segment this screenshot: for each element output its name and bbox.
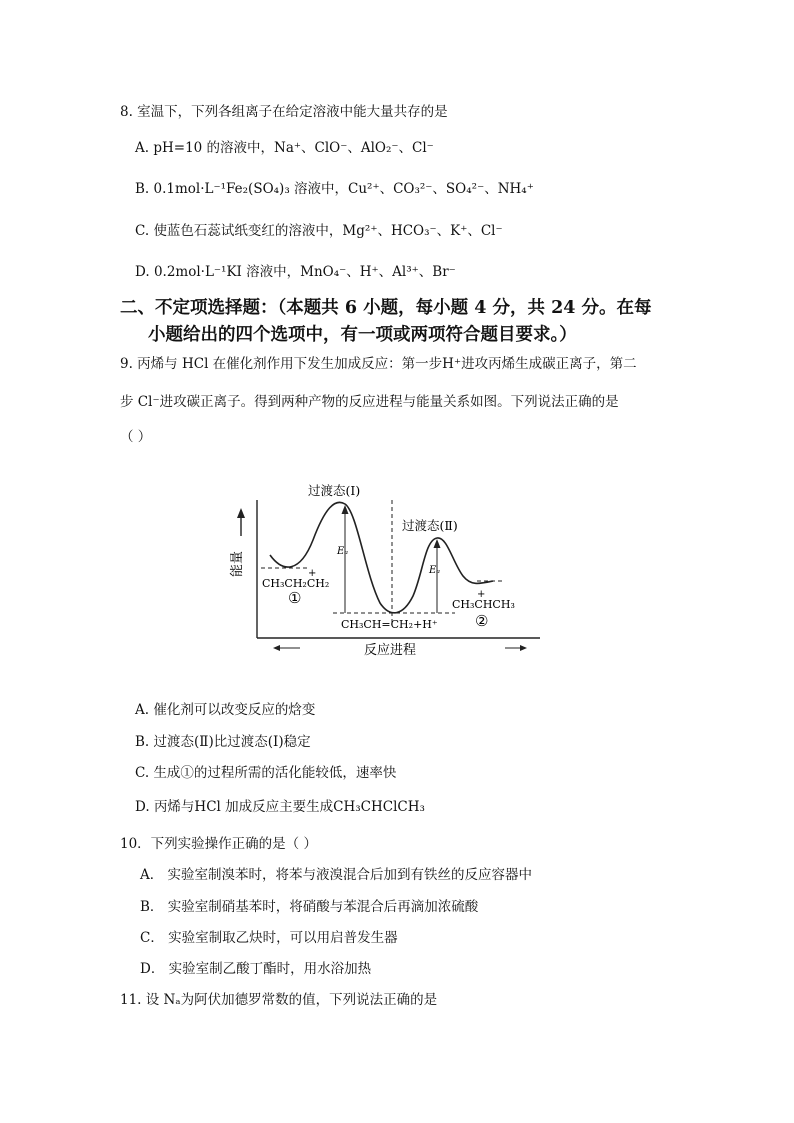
option-text: 生成①的过程所需的活化能较低，速率快 bbox=[153, 765, 397, 781]
x-axis-label: 反应进程 bbox=[363, 643, 417, 658]
right-number: ② bbox=[475, 612, 489, 630]
option-label: D． bbox=[140, 961, 165, 977]
q8-option-d bbox=[135, 266, 456, 280]
q10-option-a bbox=[140, 869, 532, 883]
right-arrowhead-icon bbox=[520, 645, 527, 651]
option-text: 0.2mol·L⁻¹KI 溶液中，MnO₄⁻、H⁺、Al³⁺、Br⁻ bbox=[153, 264, 456, 280]
q10-option-d bbox=[140, 963, 371, 977]
section-heading-line2: 小题给出的四个选项中，有一项或两项符合题目要求。） bbox=[148, 325, 577, 345]
left-plus: + bbox=[308, 568, 317, 579]
option-text: 使蓝色石蕊试纸变红的溶液中，Mg²⁺、HCO₃⁻、K⁺、Cl⁻ bbox=[153, 223, 503, 239]
energy-curve bbox=[270, 502, 493, 612]
option-label: C. bbox=[135, 223, 150, 239]
left-species: CH₃CH₂CH₂ bbox=[262, 577, 330, 590]
option-text: 催化剂可以改变反应的焓变 bbox=[153, 702, 316, 718]
q9-option-b bbox=[135, 736, 311, 750]
energy-diagram bbox=[225, 478, 555, 663]
option-label: A. bbox=[135, 702, 150, 718]
option-text: 过渡态(Ⅱ)比过渡态(Ⅰ)稳定 bbox=[153, 734, 311, 750]
option-text: 实验室制硝基苯时，将硝酸与苯混合后再滴加浓硫酸 bbox=[167, 899, 479, 915]
q9-option-c bbox=[135, 767, 396, 781]
option-text: 实验室制取乙炔时，可以用启普发生器 bbox=[168, 930, 398, 946]
q10-option-b bbox=[140, 901, 478, 915]
right-species: CH₃CHCH₃ bbox=[452, 598, 515, 611]
option-label: D. bbox=[135, 799, 150, 815]
y-axis-label: 能量 bbox=[230, 550, 245, 578]
q10-option-c bbox=[140, 932, 398, 946]
option-label: C． bbox=[140, 930, 164, 946]
q9-option-a bbox=[135, 704, 315, 718]
option-text: 0.1mol·L⁻¹Fe₂(SO₄)₃ 溶液中，Cu²⁺、CO₃²⁻、SO₄²⁻、NH₄⁺ bbox=[153, 181, 534, 197]
q8-option-a bbox=[135, 142, 434, 156]
left-number: ① bbox=[288, 589, 302, 607]
ts2-label: 过渡态(Ⅱ) bbox=[402, 518, 458, 533]
q9-answer-blank: （ ） bbox=[120, 429, 152, 445]
y-arrowhead-icon bbox=[237, 508, 245, 518]
ts1-label: 过渡态(Ⅰ) bbox=[308, 483, 361, 498]
section-heading-line1: 二、不定项选择题：（本题共 6 小题，每小题 4 分，共 24 分。在每 bbox=[120, 298, 652, 318]
option-label: D. bbox=[135, 264, 150, 280]
center-species: CH₃CH=CH₂+H⁺ bbox=[341, 618, 438, 631]
q8-option-c bbox=[135, 225, 503, 239]
q11-stem: 11. 设 Nₐ为阿伏加德罗常数的值，下列说法正确的是 bbox=[120, 992, 438, 1008]
ea1-label: Eₐ bbox=[337, 546, 349, 557]
ea2-arrowhead-icon bbox=[434, 539, 441, 548]
q9-stem-line2: 步 Cl⁻进攻碳正离子。得到两种产物的反应进程与能量关系如图。下列说法正确的是 bbox=[120, 394, 619, 410]
option-text: pH=10 的溶液中，Na⁺、ClO⁻、AlO₂⁻、Cl⁻ bbox=[153, 140, 434, 156]
option-label: B. bbox=[135, 181, 150, 197]
option-text: 实验室制乙酸丁酯时，用水浴加热 bbox=[168, 961, 372, 977]
q8-option-b bbox=[135, 183, 534, 197]
option-text: 实验室制溴苯时，将苯与液溴混合后加到有铁丝的反应容器中 bbox=[167, 867, 533, 883]
option-label: B． bbox=[140, 899, 164, 915]
right-plus: + bbox=[477, 589, 486, 600]
option-label: A． bbox=[140, 867, 164, 883]
left-arrowhead-icon bbox=[273, 645, 280, 651]
option-label: B. bbox=[135, 734, 150, 750]
q10-stem: 10．下列实验操作正确的是（ ） bbox=[120, 836, 317, 852]
option-label: A. bbox=[135, 140, 150, 156]
q8-stem: 8. 室温下，下列各组离子在给定溶液中能大量共存的是 bbox=[120, 104, 448, 120]
q9-stem-line1: 9. 丙烯与 HCl 在催化剂作用下发生加成反应：第一步H⁺进攻丙烯生成碳正离子，第二 bbox=[120, 356, 637, 372]
option-text: 丙烯与HCl 加成反应主要生成CH₃CHClCH₃ bbox=[153, 799, 425, 815]
ea2-label: Eₐ bbox=[429, 565, 441, 576]
option-label: C. bbox=[135, 765, 150, 781]
q9-option-d bbox=[135, 801, 425, 815]
